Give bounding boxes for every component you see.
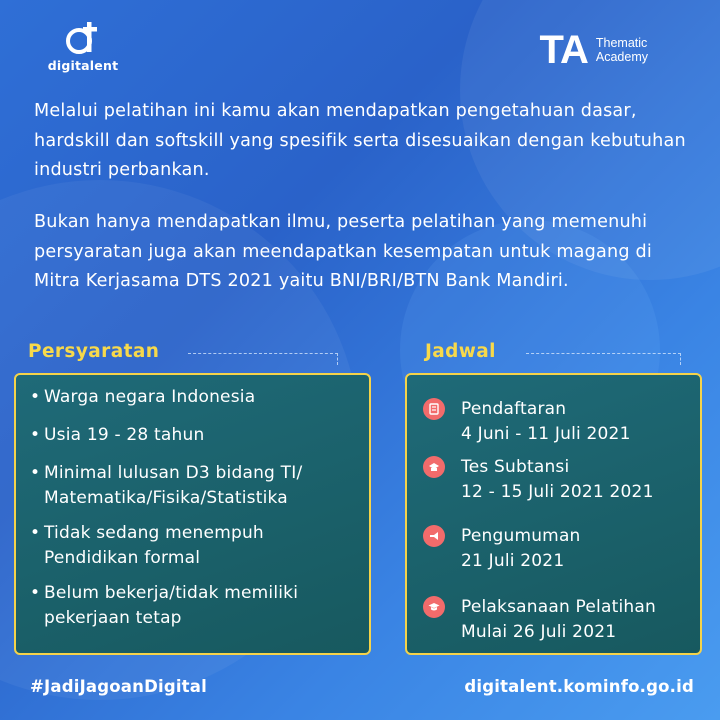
ta-logo-sub-line2: Academy [595, 50, 648, 64]
bullet-icon: • [30, 523, 41, 543]
requirement-text: Tidak sedang menempuh Pendidikan formal [44, 523, 264, 568]
bullet-icon: • [30, 463, 41, 483]
test-icon [423, 456, 445, 478]
requirements-list [16, 375, 369, 630]
schedule-date: 12 - 15 Juli 2021 2021 [461, 481, 654, 502]
requirements-title-divider [188, 353, 338, 365]
requirements-box [14, 373, 371, 655]
intro-paragraph-1: Melalui pelatihan ini kamu akan mendapatkan pengetahuan dasar, hardskill dan softskill yang spesifik serta disesuaikan dengan kebutuhan industri perbankan. [34, 101, 686, 180]
schedule-label: Pengumuman [461, 526, 581, 546]
registration-icon [423, 398, 445, 420]
ta-logo-sub-line1: Thematic [595, 36, 648, 50]
schedule-item-registration [423, 397, 631, 446]
schedule-item-training [423, 595, 656, 644]
schedule-title: Jadwal [425, 341, 496, 362]
schedule-item-test [423, 455, 654, 504]
schedule-item-announcement [423, 524, 581, 573]
requirement-item [28, 423, 359, 448]
schedule-label: Tes Subtansi [461, 457, 570, 477]
hashtag-text: #JadiJagoanDigital [30, 677, 207, 696]
requirement-text: Minimal lulusan D3 bidang TI/ Matematika/Fisika/Statistika [44, 463, 303, 508]
ta-logo-subtitle [596, 36, 648, 64]
requirement-item [28, 521, 359, 570]
digitalent-logo-icon [65, 18, 101, 56]
requirement-text: Warga negara Indonesia [44, 387, 256, 407]
bullet-icon: • [30, 387, 41, 407]
requirements-title: Persyaratan [28, 341, 160, 362]
schedule-label: Pelaksanaan Pelatihan [461, 597, 656, 617]
requirement-text: Belum bekerja/tidak memiliki pekerjaan tetap [44, 583, 299, 628]
thematic-academy-logo [540, 30, 648, 70]
ta-logo-mark: TA [539, 28, 588, 72]
graduation-icon [423, 596, 445, 618]
requirement-text: Usia 19 - 28 tahun [44, 425, 205, 445]
digitalent-logo-text: digitalent [47, 58, 119, 73]
digitalent-logo [38, 18, 128, 73]
intro-paragraph-2: Bukan hanya mendapatkan ilmu, peserta pelatihan yang memenuhi persyaratan juga akan meendapatkan kesempatan untuk magang di Mitra Kerjasama DTS 2021 yaitu BNI/BRI/BTN Bank Mandiri. [34, 212, 652, 291]
schedule-date: 4 Juni - 11 Juli 2021 [461, 423, 631, 444]
schedule-date: Mulai 26 Juli 2021 [461, 621, 617, 642]
requirement-item [28, 385, 359, 410]
schedule-label: Pendaftaran [461, 399, 567, 419]
requirement-item [28, 581, 359, 630]
bullet-icon: • [30, 425, 41, 445]
requirement-item [28, 461, 359, 510]
bullet-icon: • [30, 583, 41, 603]
schedule-box [405, 373, 702, 655]
announcement-icon [423, 525, 445, 547]
schedule-date: 21 Juli 2021 [461, 550, 565, 571]
website-link[interactable]: digitalent.kominfo.go.id [464, 677, 694, 696]
schedule-title-divider [526, 353, 681, 365]
